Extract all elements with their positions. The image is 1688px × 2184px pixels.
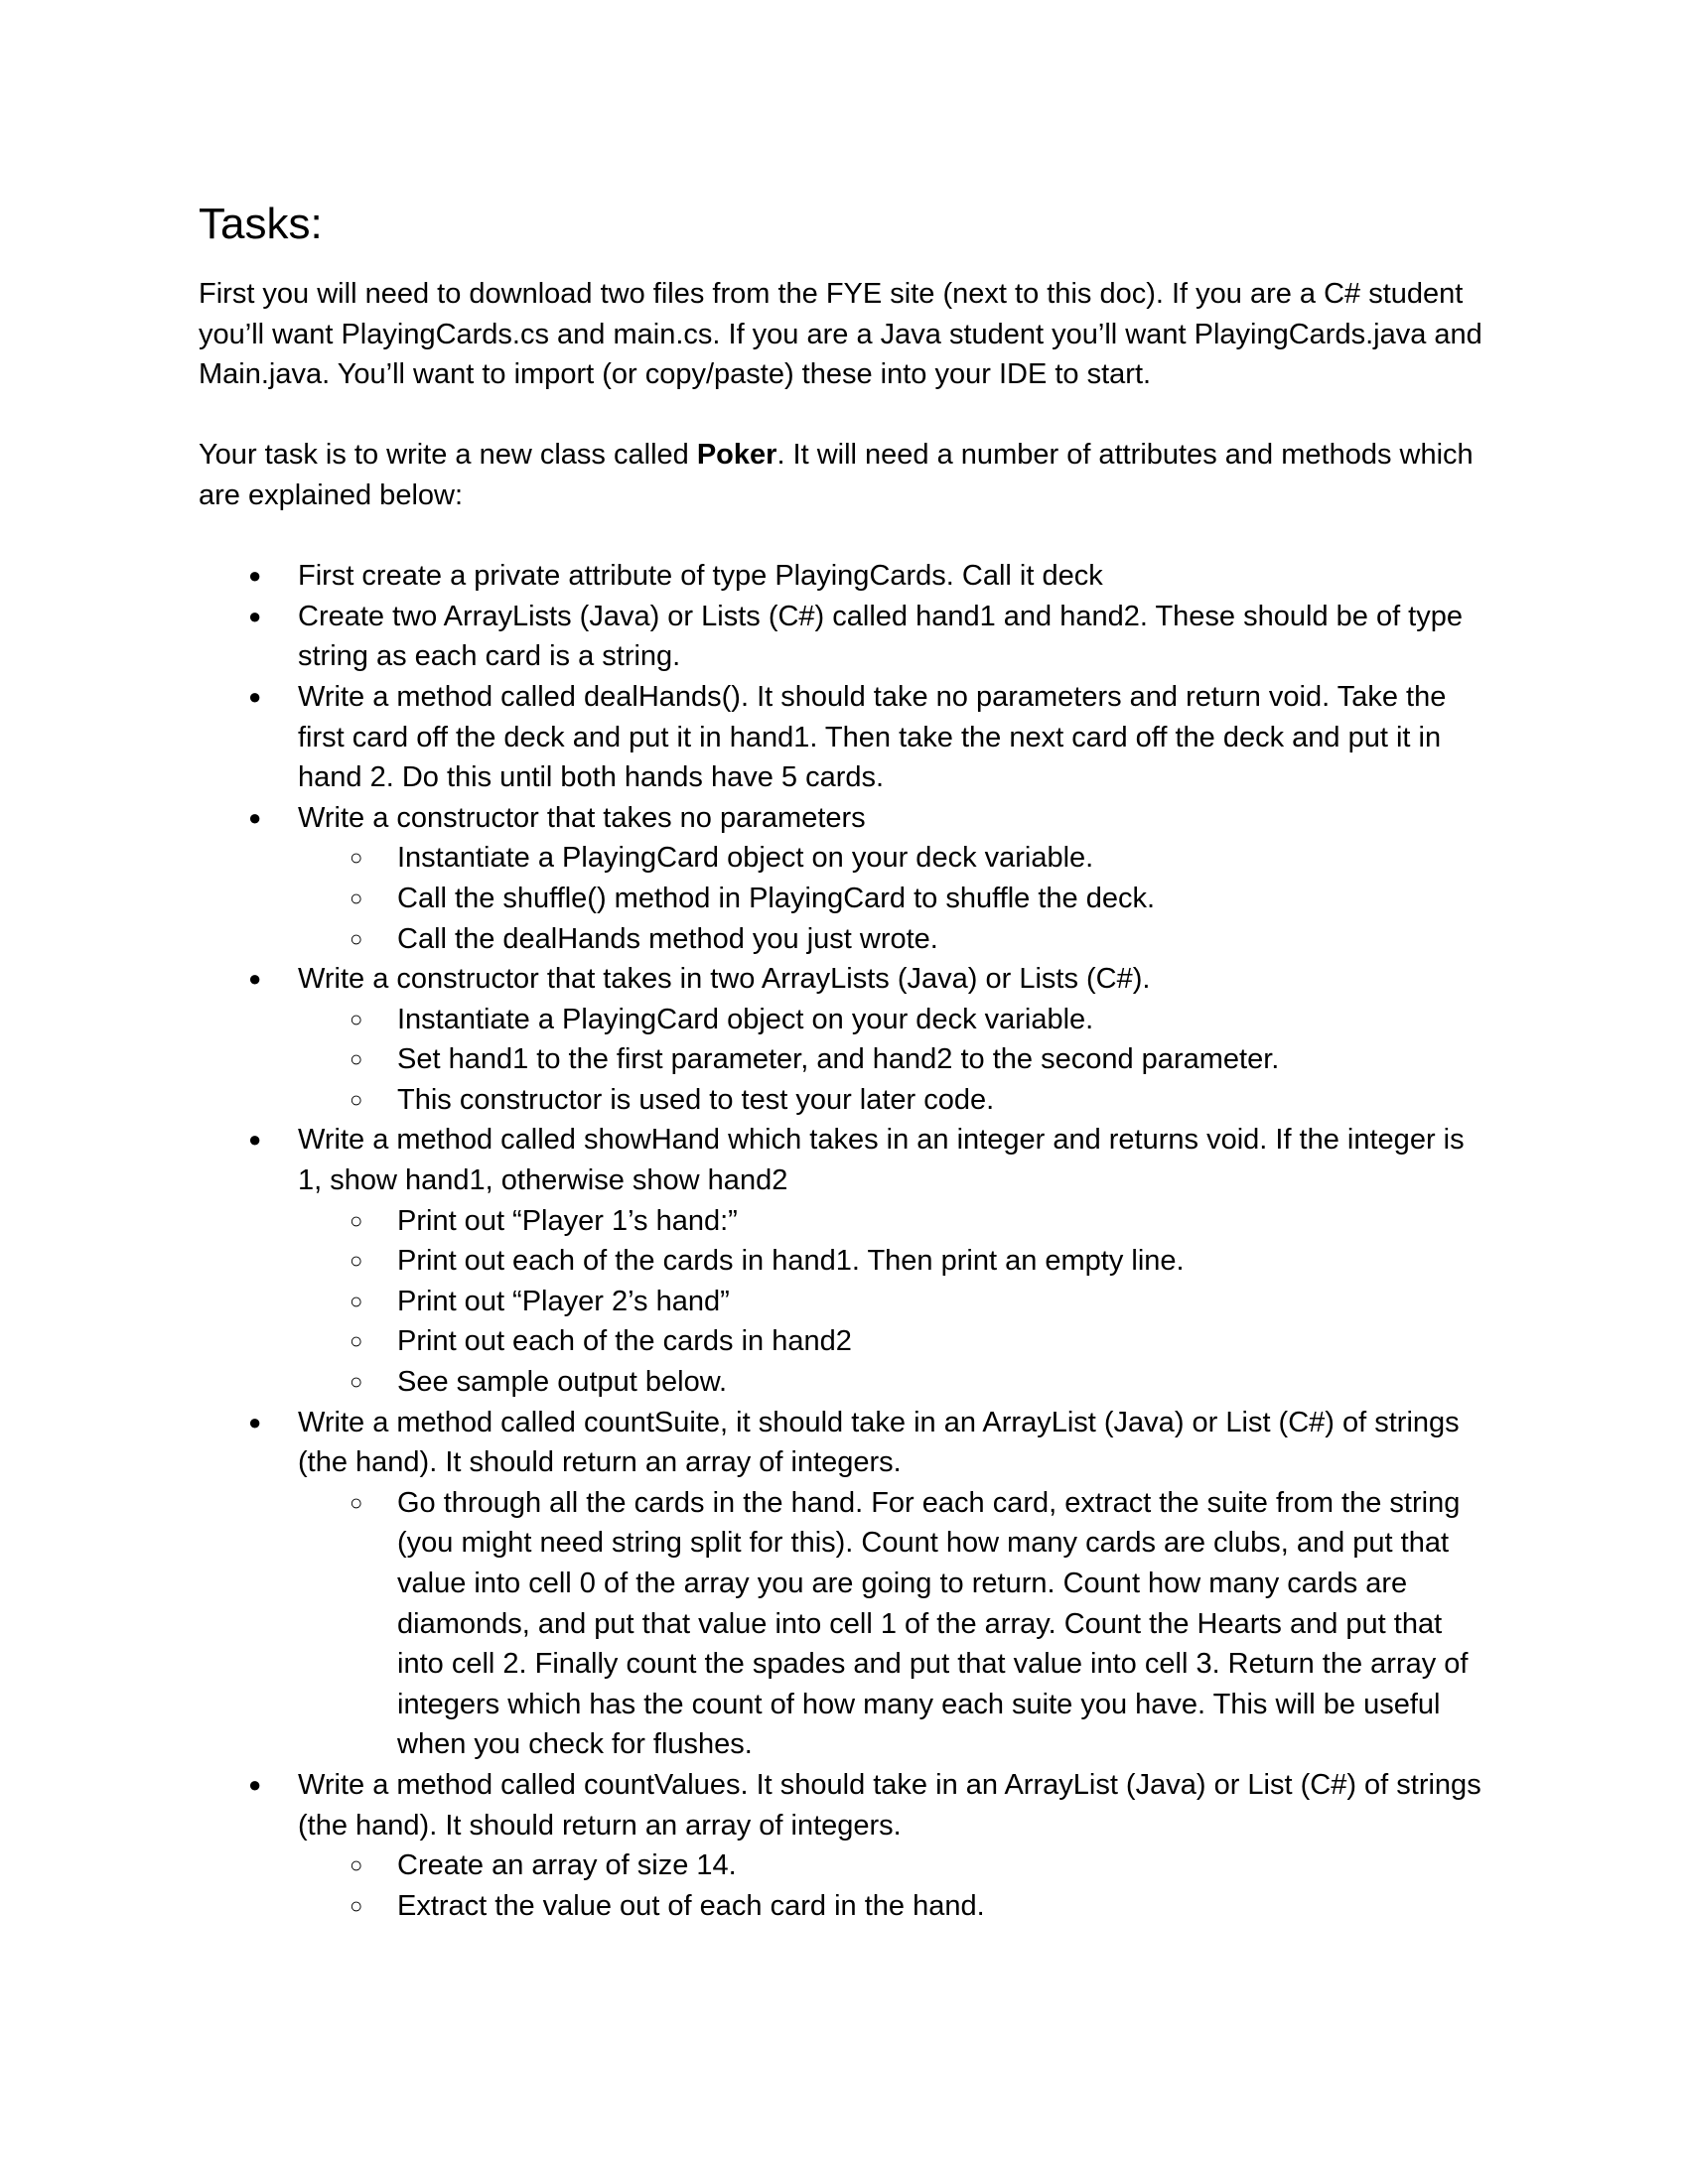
- task-text-after: . It will need a number of attributes and methods which are explained below:: [199, 439, 1474, 511]
- class-name-bold: Poker: [696, 439, 777, 472]
- sub-list: [298, 1483, 1489, 1765]
- list-item-text: Create two ArrayLists (Java) or Lists (C#) called hand1 and hand2. These should be of type string as each card is a string.: [298, 600, 1463, 673]
- sub-list-item: ○ Call the shuffle() method in PlayingCard to shuffle the deck.: [298, 879, 1489, 919]
- list-item-text: Write a method called countValues. It should take in an ArrayList (Java) or List (C#) of strings (the hand). It should return an array of integers.: [298, 1768, 1481, 1842]
- list-item-text: Write a constructor that takes no parameters: [298, 801, 866, 834]
- list-item-text: First create a private attribute of type PlayingCards. Call it deck: [298, 560, 1103, 593]
- list-item-text: Write a method called countSuite, it should take in an ArrayList (Java) or List (C#) of strings (the hand). It should return an array of integers.: [298, 1406, 1460, 1479]
- sub-list-item: ○ Go through all the cards in the hand. For each card, extract the suite from the string (you might need string split for this). Count how many cards are clubs, and put that value into cell 0 of the array you are going to return. Count how many cards are diamonds, and put that value into cell 1 of the array. Count the Hearts and put that into cell 2. Finally count the spades and put that value into cell 3. Return the array of integers which has the count of how many each suite you have. This will be useful when you check for flushes.: [298, 1483, 1489, 1765]
- sub-list: [298, 1000, 1489, 1121]
- task-paragraph: [199, 435, 1489, 515]
- sub-list-item: ○ Print out each of the cards in hand2: [298, 1321, 1489, 1362]
- page-title: Tasks:: [199, 200, 323, 248]
- list-item: [199, 1403, 1489, 1765]
- list-item: [199, 556, 1489, 597]
- document-page: [199, 199, 1489, 1926]
- sub-list-item: ○ Instantiate a PlayingCard object on your deck variable.: [298, 838, 1489, 879]
- sub-list: [298, 838, 1489, 959]
- list-item-text: Write a method called showHand which takes in an integer and returns void. If the integer is 1, show hand1, otherwise show hand2: [298, 1124, 1465, 1197]
- list-item: [199, 1765, 1489, 1926]
- list-item: [199, 798, 1489, 959]
- intro-paragraph: First you will need to download two files from the FYE site (next to this doc). If you are a C# student you’ll want PlayingCards.cs and main.cs. If you are a Java student you’ll want PlayingCards.java and Main.java. You’ll want to import (or copy/paste) these into your IDE to start.: [199, 278, 1482, 391]
- list-item-text: Write a constructor that takes in two ArrayLists (Java) or Lists (C#).: [298, 963, 1151, 996]
- list-item: [199, 959, 1489, 1120]
- list-item: [199, 597, 1489, 677]
- sub-list-item: ○ Call the dealHands method you just wrote.: [298, 919, 1489, 960]
- sub-list-item: ○ Extract the value out of each card in the hand.: [298, 1886, 1489, 1927]
- requirements-list: [199, 556, 1489, 1926]
- list-item: [199, 1120, 1489, 1402]
- sub-list-item: ○ Create an array of size 14.: [298, 1845, 1489, 1886]
- sub-list-item: ○ Set hand1 to the first parameter, and hand2 to the second parameter.: [298, 1039, 1489, 1080]
- sub-list: [298, 1845, 1489, 1926]
- list-item: [199, 677, 1489, 798]
- task-text-before: Your task is to write a new class called: [199, 439, 697, 472]
- sub-list-item: ○ See sample output below.: [298, 1362, 1489, 1403]
- sub-list-item: ○ Print out “Player 2’s hand”: [298, 1282, 1489, 1322]
- sub-list-item: ○ This constructor is used to test your later code.: [298, 1080, 1489, 1121]
- sub-list-item: ○ Print out each of the cards in hand1. Then print an empty line.: [298, 1241, 1489, 1282]
- list-item-text: Write a method called dealHands(). It should take no parameters and return void. Take the first card off the deck and put it in hand1. Then take the next card off the deck and put it in hand 2. Do this until both hands have 5 cards.: [298, 680, 1447, 794]
- sub-list: [298, 1201, 1489, 1403]
- sub-list-item: ○ Instantiate a PlayingCard object on your deck variable.: [298, 1000, 1489, 1040]
- sub-list-item: ○ Print out “Player 1’s hand:”: [298, 1201, 1489, 1242]
